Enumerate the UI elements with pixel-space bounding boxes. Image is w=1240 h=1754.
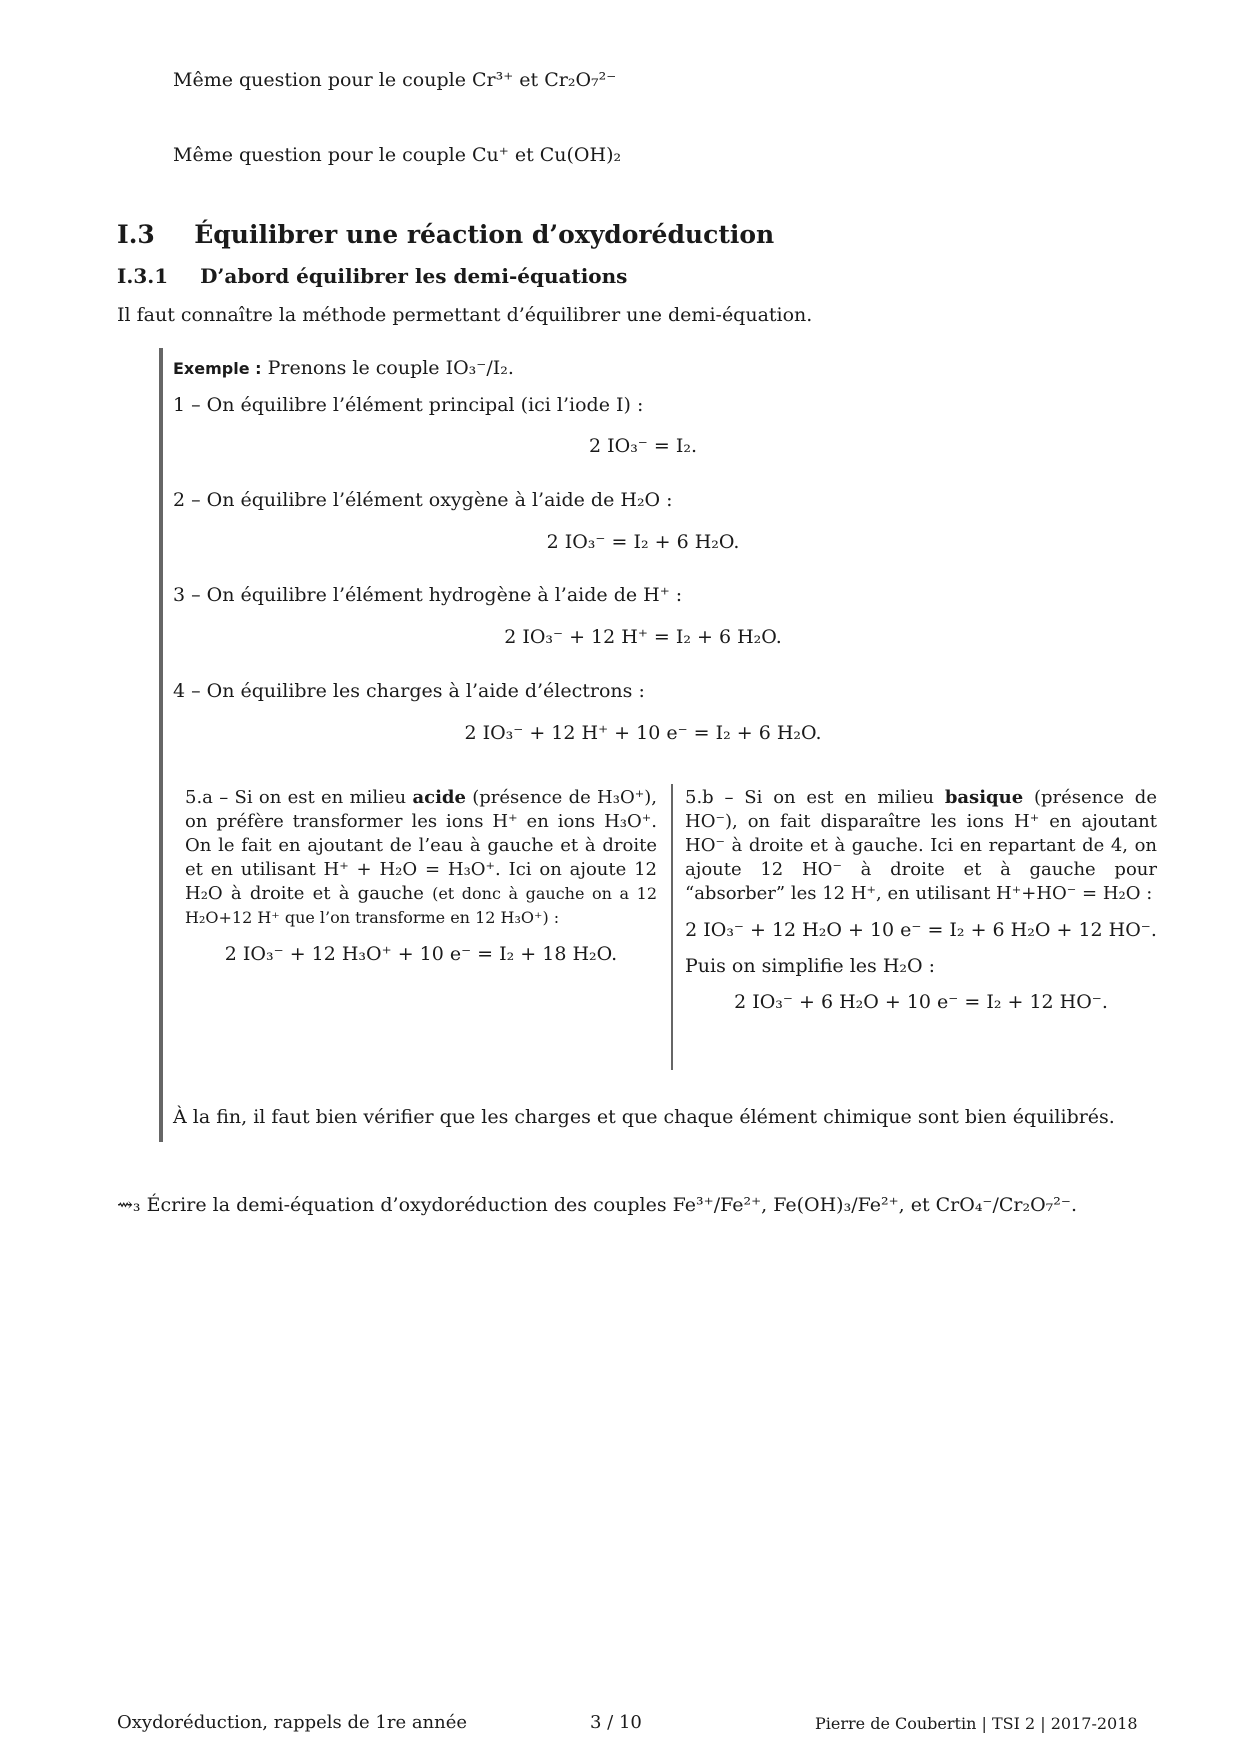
step-1: 1 – On équilibre l’élément principal (ici l’iode I) : <box>173 394 644 416</box>
acid-small-note: (et donc à gauche on a 12 H₂O+12 H⁺ que l’on transforme en 12 H₃O⁺) : <box>185 884 657 927</box>
basic-pre: 5.b – Si on est en milieu <box>685 787 934 808</box>
step-4: 4 – On équilibre les charges à l’aide d’électrons : <box>173 680 645 702</box>
equation-2: 2 IO₃⁻ = I₂ + 6 H₂O. <box>546 531 740 553</box>
equation-4: 2 IO₃⁻ + 12 H⁺ + 10 e⁻ = I₂ + 6 H₂O. <box>464 722 822 744</box>
section-title: Équilibrer une réaction d’oxydoréduction <box>194 220 775 249</box>
step-2: 2 – On équilibre l’élément oxygène à l’aide de H₂O : <box>173 489 673 511</box>
subsection-number: I.3.1 <box>117 264 169 288</box>
question-cu-couple: Même question pour le couple Cu⁺ et Cu(OH)₂ <box>173 144 622 166</box>
acid-equation: 2 IO₃⁻ + 12 H₃O⁺ + 10 e⁻ = I₂ + 18 H₂O. <box>224 943 618 965</box>
column-divider <box>671 784 673 1070</box>
equation-1: 2 IO₃⁻ = I₂. <box>588 435 698 457</box>
acid-bold: acide <box>412 787 466 808</box>
acid-column <box>185 786 657 966</box>
exercise-line <box>117 1193 1077 1217</box>
example-text: Prenons le couple IO₃⁻/I₂. <box>267 357 514 379</box>
acid-pre: 5.a – Si on est en milieu <box>185 787 407 808</box>
subsection-heading <box>117 264 627 288</box>
example-left-rule <box>159 348 163 1142</box>
footer-page: 3 / 10 <box>590 1712 642 1733</box>
basic-post: (présence de HO⁻), on fait disparaître les ions H⁺ en ajoutant HO⁻ à droite et à gauche. Ici en repartant de 4, on ajoute 12 HO⁻ à droite et à gauche pour “absorber” les 12 H⁺, en utilisant H⁺+HO⁻ = H₂O : <box>685 787 1157 904</box>
basic-paragraph <box>685 786 1157 906</box>
subsection-title: D’abord équilibrer les demi-équations <box>200 264 628 288</box>
exercise-text: Écrire la demi-équation d’oxydoréduction des couples Fe³⁺/Fe²⁺, Fe(OH)₃/Fe²⁺, et CrO₄⁻/Cr₂O₇²⁻. <box>146 1194 1077 1216</box>
basic-column <box>685 786 1157 1014</box>
section-heading <box>117 220 774 249</box>
acid-post: (présence de H₃O⁺), on préfère transformer les ions H⁺ en ions H₃O⁺. On le fait en ajoutant de l’eau à gauche et à droite et en utilisant H⁺ + H₂O = H₃O⁺. Ici on ajoute 12 H₂O à droite et à gauche <box>185 787 657 904</box>
example-intro <box>173 356 514 381</box>
section-number: I.3 <box>117 220 155 249</box>
acid-paragraph <box>185 786 657 930</box>
equation-3: 2 IO₃⁻ + 12 H⁺ = I₂ + 6 H₂O. <box>504 626 782 648</box>
question-cr-couple: Même question pour le couple Cr³⁺ et Cr₂O₇²⁻ <box>173 69 617 91</box>
example-label: Exemple : <box>173 359 262 378</box>
basic-bold: basique <box>944 787 1024 808</box>
footer-right: Pierre de Coubertin | TSI 2 | 2017-2018 <box>815 1714 1138 1733</box>
basic-equation-2: 2 IO₃⁻ + 6 H₂O + 10 e⁻ = I₂ + 12 HO⁻. <box>734 991 1108 1013</box>
example-conclusion: À la fin, il faut bien vérifier que les charges et que chaque élément chimique sont bien équilibrés. <box>173 1106 1115 1128</box>
intro-text: Il faut connaître la méthode permettant d’équilibrer une demi-équation. <box>117 304 813 326</box>
footer-left: Oxydoréduction, rappels de 1re année <box>117 1712 468 1733</box>
basic-simplify: Puis on simplifie les H₂O : <box>685 955 936 977</box>
step-3: 3 – On équilibre l’élément hydrogène à l’aide de H⁺ : <box>173 584 683 606</box>
basic-equation-1: 2 IO₃⁻ + 12 H₂O + 10 e⁻ = I₂ + 6 H₂O + 12 HO⁻. <box>685 919 1157 941</box>
exercise-marker: ⇝₃ <box>117 1194 141 1216</box>
